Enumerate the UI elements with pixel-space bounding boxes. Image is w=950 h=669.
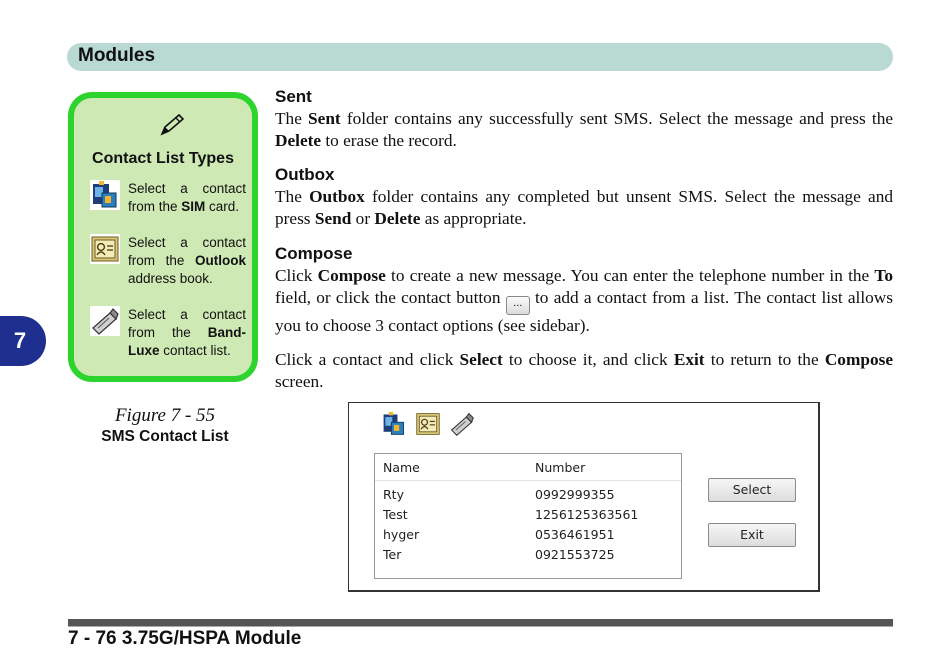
contact-button-icon: ... [506,296,530,315]
table-row[interactable] [375,527,681,547]
contact-list[interactable] [374,453,682,579]
select-button[interactable]: Select [708,478,796,502]
section-title: Modules [78,45,156,66]
column-header-number[interactable]: Number [535,460,586,475]
outlook-address-book-icon [90,234,120,264]
table-row[interactable] [375,487,681,507]
contact-number: 1256125363561 [535,507,639,522]
heading-compose: Compose [275,244,353,263]
sim-card-contact-icon[interactable] [381,411,407,437]
bandluxe-contact-icon[interactable] [449,411,475,437]
sms-contact-list-dialog [348,402,820,592]
figure-title: SMS Contact List [101,428,229,445]
footer-rule-thin [68,626,893,627]
contact-name: Test [383,507,408,522]
page-footer: 7 - 76 3.75G/HSPA Module [68,628,302,649]
contact-name: Rty [383,487,404,502]
table-row[interactable] [375,507,681,527]
main-content [275,86,893,393]
heading-outbox: Outbox [275,165,335,184]
figure-number: Figure 7 - 55 [114,405,216,426]
contact-name: hyger [383,527,420,542]
contact-name: Ter [383,547,402,562]
sidebar-title: Contact List Types [92,150,234,167]
paragraph-compose: Click Compose to create a new message. You can enter the telephone number in the To field, or click the contact button ... to add a contact from a list. The contact list allows you to choose 3 contact options (see sidebar). [275,266,894,335]
footer-rule [68,619,893,626]
paragraph-select-exit: Click a contact and click Select to choose it, and click Exit to return to the Compose screen. [275,350,893,391]
outlook-address-book-icon[interactable] [415,411,441,437]
pen-icon [156,112,186,138]
option-text-sim: Select a contact from the SIM card. [128,181,246,214]
bandluxe-contact-icon [90,306,120,336]
contact-number: 0536461951 [535,527,615,542]
heading-sent: Sent [275,87,312,106]
column-header-name[interactable]: Name [383,460,420,475]
contact-number: 0992999355 [535,487,615,502]
figure-caption [68,405,262,446]
chapter-tab: 7 [0,316,46,366]
paragraph-outbox: The Outbox folder contains any completed but unsent SMS. Select the message and press Send or Delete as appropriate. [275,187,893,228]
contact-list-types-sidebar [68,92,258,382]
table-row[interactable] [375,547,681,567]
exit-button[interactable]: Exit [708,523,796,547]
contact-number: 0921553725 [535,547,615,562]
paragraph-sent: The Sent folder contains any successfully sent SMS. Select the message and press the Delete to erase the record. [275,109,894,150]
option-text-outlook: Select a contact from the Outlook address book. [128,235,246,286]
contact-list-header [375,454,681,481]
option-text-bandluxe: Select a contact from the Band-Luxe contact list. [128,307,246,358]
sim-card-contact-icon [90,180,120,210]
section-header-bar [67,43,893,71]
